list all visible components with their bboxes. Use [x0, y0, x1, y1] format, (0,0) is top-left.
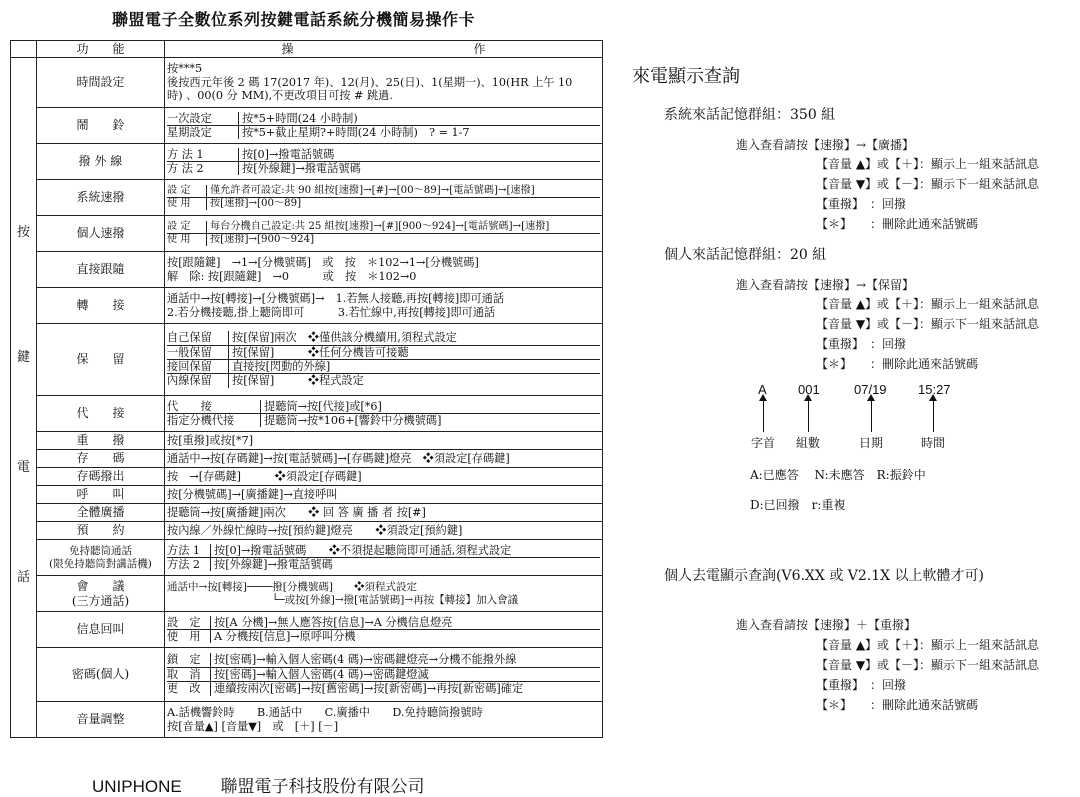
operation-line: 後按西元年後 2 碼 17(2017 年)、12(月)、25(日)、1(星期一)、10(HR 上午 10 [167, 75, 573, 89]
side-label-char: 電 [16, 459, 30, 475]
sub-label: 一般保留 [167, 346, 229, 359]
operation-line: 解 除: 按[跟隨鍵] →0 或 按 ＊102→0 [167, 269, 417, 283]
personal-heading: 個人來話記憶群組：20 組 [664, 247, 827, 263]
sub-row [167, 667, 600, 681]
outgoing-line: 【重撥】 ：回撥 [816, 678, 907, 692]
sub-op: 按[0]→撥電話號碼 ❖不須提起聽筒即可通話,須程式設定 [214, 543, 512, 557]
personal-line: 【重撥】 ：回撥 [816, 337, 907, 351]
row-alarm [11, 108, 603, 144]
function-name: 呼 叫 [37, 486, 165, 504]
system-line: 【＊】 ：刪除此通來話號碼 [816, 217, 979, 231]
sub-row [167, 331, 600, 344]
function-name [37, 576, 165, 612]
row-broadcast [11, 504, 603, 522]
function-name: 存 碼 [37, 450, 165, 468]
function-name: 轉 接 [37, 288, 165, 324]
sub-row [167, 400, 600, 413]
sub-op: 按*5+截止星期?+時間(24 小時制) ? = 1-7 [242, 126, 470, 139]
outgoing-line: 【＊】 ：刪除此通來話號碼 [816, 698, 979, 712]
sub-op: 按[0]→撥電話號碼 [242, 147, 335, 161]
sub-row [167, 345, 600, 359]
row-page [11, 486, 603, 504]
sub-op: 按[速撥]→[900～924] [210, 234, 315, 245]
row-handsfree [11, 540, 603, 576]
sub-row [167, 221, 600, 233]
table-header-row [11, 41, 603, 58]
sub-op: 僅允許者可設定:共 90 組按[速撥]→[#]→[00～89]→[電話號碼]→[速撥] [210, 184, 535, 196]
sub-label: 代 接 [167, 400, 261, 413]
row-pickup [11, 396, 603, 432]
function-name: 全體廣播 [37, 504, 165, 522]
system-heading: 系統來話記憶群組：350 組 [664, 107, 836, 123]
row-store-out [11, 468, 603, 486]
system-entry: 進入查看請按【速撥】→【廣播】 [736, 138, 915, 152]
side-label [11, 58, 37, 738]
sub-op: 按[A 分機]→無人應答按[信息]→A 分機信息燈亮 [214, 615, 453, 629]
sub-label: 方法 2 [167, 558, 211, 571]
row-sys-speed [11, 180, 603, 216]
sub-op: 按[密碼]→輸入個人密碼(4 碼)→密碼鍵燈滅 [214, 667, 429, 681]
row-redial [11, 432, 603, 450]
operation-cell [165, 576, 603, 612]
operation-cell [165, 180, 603, 216]
side-label-char: 話 [16, 569, 30, 585]
outgoing-entry: 進入查看請按【速撥】＋【重撥】 [736, 618, 917, 632]
system-line: 【音量 ▼】或【－】：顯示下一組來話訊息 [816, 177, 1040, 191]
row-password [11, 648, 603, 702]
operation-line: 按[音量▲] [音量▼] 或 [＋] [－] [167, 719, 339, 733]
up-arrow-icon [933, 400, 934, 432]
caller-id-title: 來電顯示查詢 [632, 66, 740, 87]
brand-name: UNIPHONE [92, 777, 182, 796]
display-group-value: 001 [798, 382, 820, 397]
operation-cell [165, 252, 603, 288]
sub-row [167, 233, 600, 246]
function-name: 存碼撥出 [37, 468, 165, 486]
footer-company [92, 772, 424, 797]
operation-header: 操 作 [165, 41, 603, 58]
outgoing-line: 【音量 ▲】或【＋】：顯示上一組來話訊息 [816, 638, 1040, 652]
sub-label: 設 定 [167, 185, 207, 197]
company-name: 聯盟電子科技股份有限公司 [220, 777, 425, 796]
display-prefix-value: A [758, 382, 767, 397]
sub-row [167, 616, 600, 629]
sub-row [167, 148, 600, 161]
sub-op: 提聽筒→按*106+[響鈴中分機號碼] [264, 414, 442, 427]
operation-cell: 按內線／外線忙線時→按[預約鍵]燈亮 ❖須設定[預約鍵] [165, 522, 603, 540]
up-arrow-icon [808, 400, 809, 432]
sub-row [167, 629, 600, 643]
operation-cell [165, 108, 603, 144]
operation-cell [165, 396, 603, 432]
function-name: 撥 外 線 [37, 144, 165, 180]
function-name: 保 留 [37, 324, 165, 396]
sub-op: 按[外線鍵]→撥電話號碼 [242, 162, 361, 175]
sub-row [167, 653, 600, 666]
display-format-diagram [750, 382, 980, 452]
sub-label: 使 用 [167, 630, 211, 643]
operation-cell: 通話中→按[存碼鍵]→按[電話號碼]→[存碼鍵]燈亮 ❖須設定[存碼鍵] [165, 450, 603, 468]
sub-row [167, 185, 600, 197]
sub-op: 按[密碼]→輸入個人密碼(4 碼)→密碼鍵燈亮→分機不能撥外線 [214, 653, 517, 667]
sub-label: 星期設定 [167, 126, 239, 139]
sub-label: 取 消 [167, 668, 211, 681]
row-follow [11, 252, 603, 288]
side-label-char: 按 [16, 224, 30, 240]
sub-row [167, 557, 600, 571]
sub-label: 鎖 定 [167, 653, 211, 666]
sub-row [167, 112, 600, 125]
function-name-line: 會 議 [76, 579, 125, 594]
function-name: 密碼(個人) [37, 648, 165, 702]
sub-op: 按[外線鍵]→撥電話號碼 [214, 558, 333, 571]
sub-row [167, 125, 600, 139]
operation-line: 通話中→按[轉接]→[分機號碼]→ 1.若無人接聽,再按[轉接]即可通話 [167, 292, 505, 306]
sub-label: 指定分機代接 [167, 414, 261, 427]
row-outside [11, 144, 603, 180]
operation-cell: 提聽筒→按[廣播鍵]兩次 ❖ 回 答 廣 播 者 按[#] [165, 504, 603, 522]
operation-cell [165, 58, 603, 108]
personal-line: 【音量 ▼】或【－】：顯示下一組來話訊息 [816, 317, 1040, 331]
operation-line: 時) 、00(0 分 MM),不更改項目可按 # 跳過. [167, 89, 393, 103]
side-label-char: 鍵 [16, 349, 30, 365]
sub-op: 按[保留] ❖程式設定 [232, 374, 364, 388]
function-name: 系統速撥 [37, 180, 165, 216]
sub-op: 直接按[閃動的外線] [232, 360, 331, 373]
personal-line: 【＊】 ：刪除此通來話號碼 [816, 357, 979, 371]
function-header: 功 能 [37, 41, 165, 58]
sub-op: A 分機按[信息]→原呼叫分機 [214, 630, 356, 643]
document-title: 聯盟電子全數位系列按鍵電話系統分機簡易操作卡 [112, 10, 476, 29]
row-time [11, 58, 603, 108]
function-name: 信息回叫 [37, 612, 165, 648]
function-name: 預 約 [37, 522, 165, 540]
operation-cell: 按[重撥]或按[*7] [165, 432, 603, 450]
operation-line: 按[跟隨鍵] →1→[分機號碼] 或 按 ＊102→1→[分機號碼] [167, 256, 479, 270]
sub-row [167, 161, 600, 175]
row-message [11, 612, 603, 648]
sub-op: 連續按兩次[密碼]→按[舊密碼]→按[新密碼]→再按[新密碼]確定 [214, 682, 524, 696]
function-name: 時間設定 [37, 58, 165, 108]
function-name: 音量調整 [37, 702, 165, 738]
sub-label: 方 法 1 [167, 148, 239, 161]
sub-row [167, 413, 600, 427]
operation-cell [165, 216, 603, 252]
sub-label: 方法 1 [167, 544, 211, 557]
operation-line: 2.若分機接聽,掛上聽筒即可 3.若忙線中,再按[轉接]即可通話 [167, 305, 496, 319]
sub-label: 內線保留 [167, 374, 229, 387]
display-time-value: 15:27 [918, 382, 951, 397]
row-transfer [11, 288, 603, 324]
function-name: 直接跟隨 [37, 252, 165, 288]
function-name: 重 撥 [37, 432, 165, 450]
sub-label: 接回保留 [167, 360, 229, 373]
personal-line: 【音量 ▲】或【＋】：顯示上一組來話訊息 [816, 297, 1040, 311]
display-prefix-caption: 字首 [751, 436, 776, 450]
function-name-sub: (三方通話) [71, 593, 130, 608]
operation-cell [165, 324, 603, 396]
sub-op: 提聽筒→按[代接]或[*6] [264, 399, 382, 413]
function-name [37, 540, 165, 576]
operation-cell [165, 702, 603, 738]
sub-op: 按[速撥]→[00～89] [210, 198, 302, 209]
sub-op: 每台分機自己設定:共 25 組按[速撥]→[#][900～924]→[電話號碼]→[速撥] [210, 220, 550, 232]
sub-label: 一次設定 [167, 112, 239, 125]
status-legend: D:已回撥 r:重複 [750, 498, 846, 512]
nav-header-cell [11, 41, 37, 58]
row-personal-speed [11, 216, 603, 252]
sub-label: 使 用 [167, 198, 207, 210]
sub-op: 按*5+時間(24 小時制) [242, 111, 358, 125]
operation-cell [165, 540, 603, 576]
display-time-caption: 時間 [921, 436, 946, 450]
operation-cell [165, 288, 603, 324]
operation-cell [165, 612, 603, 648]
sub-row [167, 359, 600, 373]
operation-line: └─或按[外線]→撥[電話號碼]→再按【轉接】加入會議 [167, 593, 519, 606]
status-legend: A:已應答 N:未應答 R:振鈴中 [750, 468, 926, 482]
sub-op: 按[保留]兩次 ❖僅供該分機續用,須程式設定 [232, 331, 457, 345]
sub-label: 方 法 2 [167, 162, 239, 175]
operation-line: 按***5 [167, 62, 203, 76]
up-arrow-icon [871, 400, 872, 432]
operation-cell: 按[分機號碼]→[廣播鍵]→直接呼叫 [165, 486, 603, 504]
sub-row [167, 544, 600, 557]
operation-cell [165, 144, 603, 180]
personal-entry: 進入查看請按【速撥】→【保留】 [736, 278, 915, 292]
sub-label: 使 用 [167, 234, 207, 246]
sub-row [167, 681, 600, 695]
display-date-caption: 日期 [859, 436, 884, 450]
function-name: 代 接 [37, 396, 165, 432]
operation-cell [165, 648, 603, 702]
row-conference [11, 576, 603, 612]
row-volume [11, 702, 603, 738]
system-line: 【音量 ▲】或【＋】：顯示上一組來話訊息 [816, 157, 1040, 171]
up-arrow-icon [763, 400, 764, 432]
display-group-caption: 組數 [796, 436, 821, 450]
sub-row [167, 373, 600, 387]
row-store [11, 450, 603, 468]
display-date-value: 07/19 [854, 382, 887, 397]
function-name: 鬧 鈴 [37, 108, 165, 144]
sub-row [167, 197, 600, 210]
sub-label: 更 改 [167, 682, 211, 695]
system-line: 【重撥】 ：回撥 [816, 197, 907, 211]
function-name-sub: (限免持聽筒對講話機) [49, 557, 152, 570]
sub-op: 按[保留] ❖任何分機皆可接聽 [232, 345, 409, 359]
row-reserve [11, 522, 603, 540]
operation-table [10, 40, 603, 738]
outgoing-heading: 個人去電顯示查詢(V6.XX 或 V2.1X 以上軟體才可) [664, 568, 985, 584]
operation-line: 通話中→按[轉接]────撥[分機號碼] ❖須程式設定 [167, 580, 417, 593]
row-hold [11, 324, 603, 396]
operation-cell: 按 →[存碼鍵] ❖須設定[存碼鍵] [165, 468, 603, 486]
function-name-line: 免持聽筒通話 [69, 544, 132, 557]
operation-line: A.話機響鈴時 B.通話中 C.廣播中 D.免持聽筒撥號時 [167, 706, 483, 720]
function-name: 個人速撥 [37, 216, 165, 252]
sub-label: 設 定 [167, 616, 211, 629]
sub-label: 自己保留 [167, 331, 229, 344]
sub-label: 設 定 [167, 221, 207, 233]
outgoing-line: 【音量 ▼】或【－】：顯示下一組來話訊息 [816, 658, 1040, 672]
